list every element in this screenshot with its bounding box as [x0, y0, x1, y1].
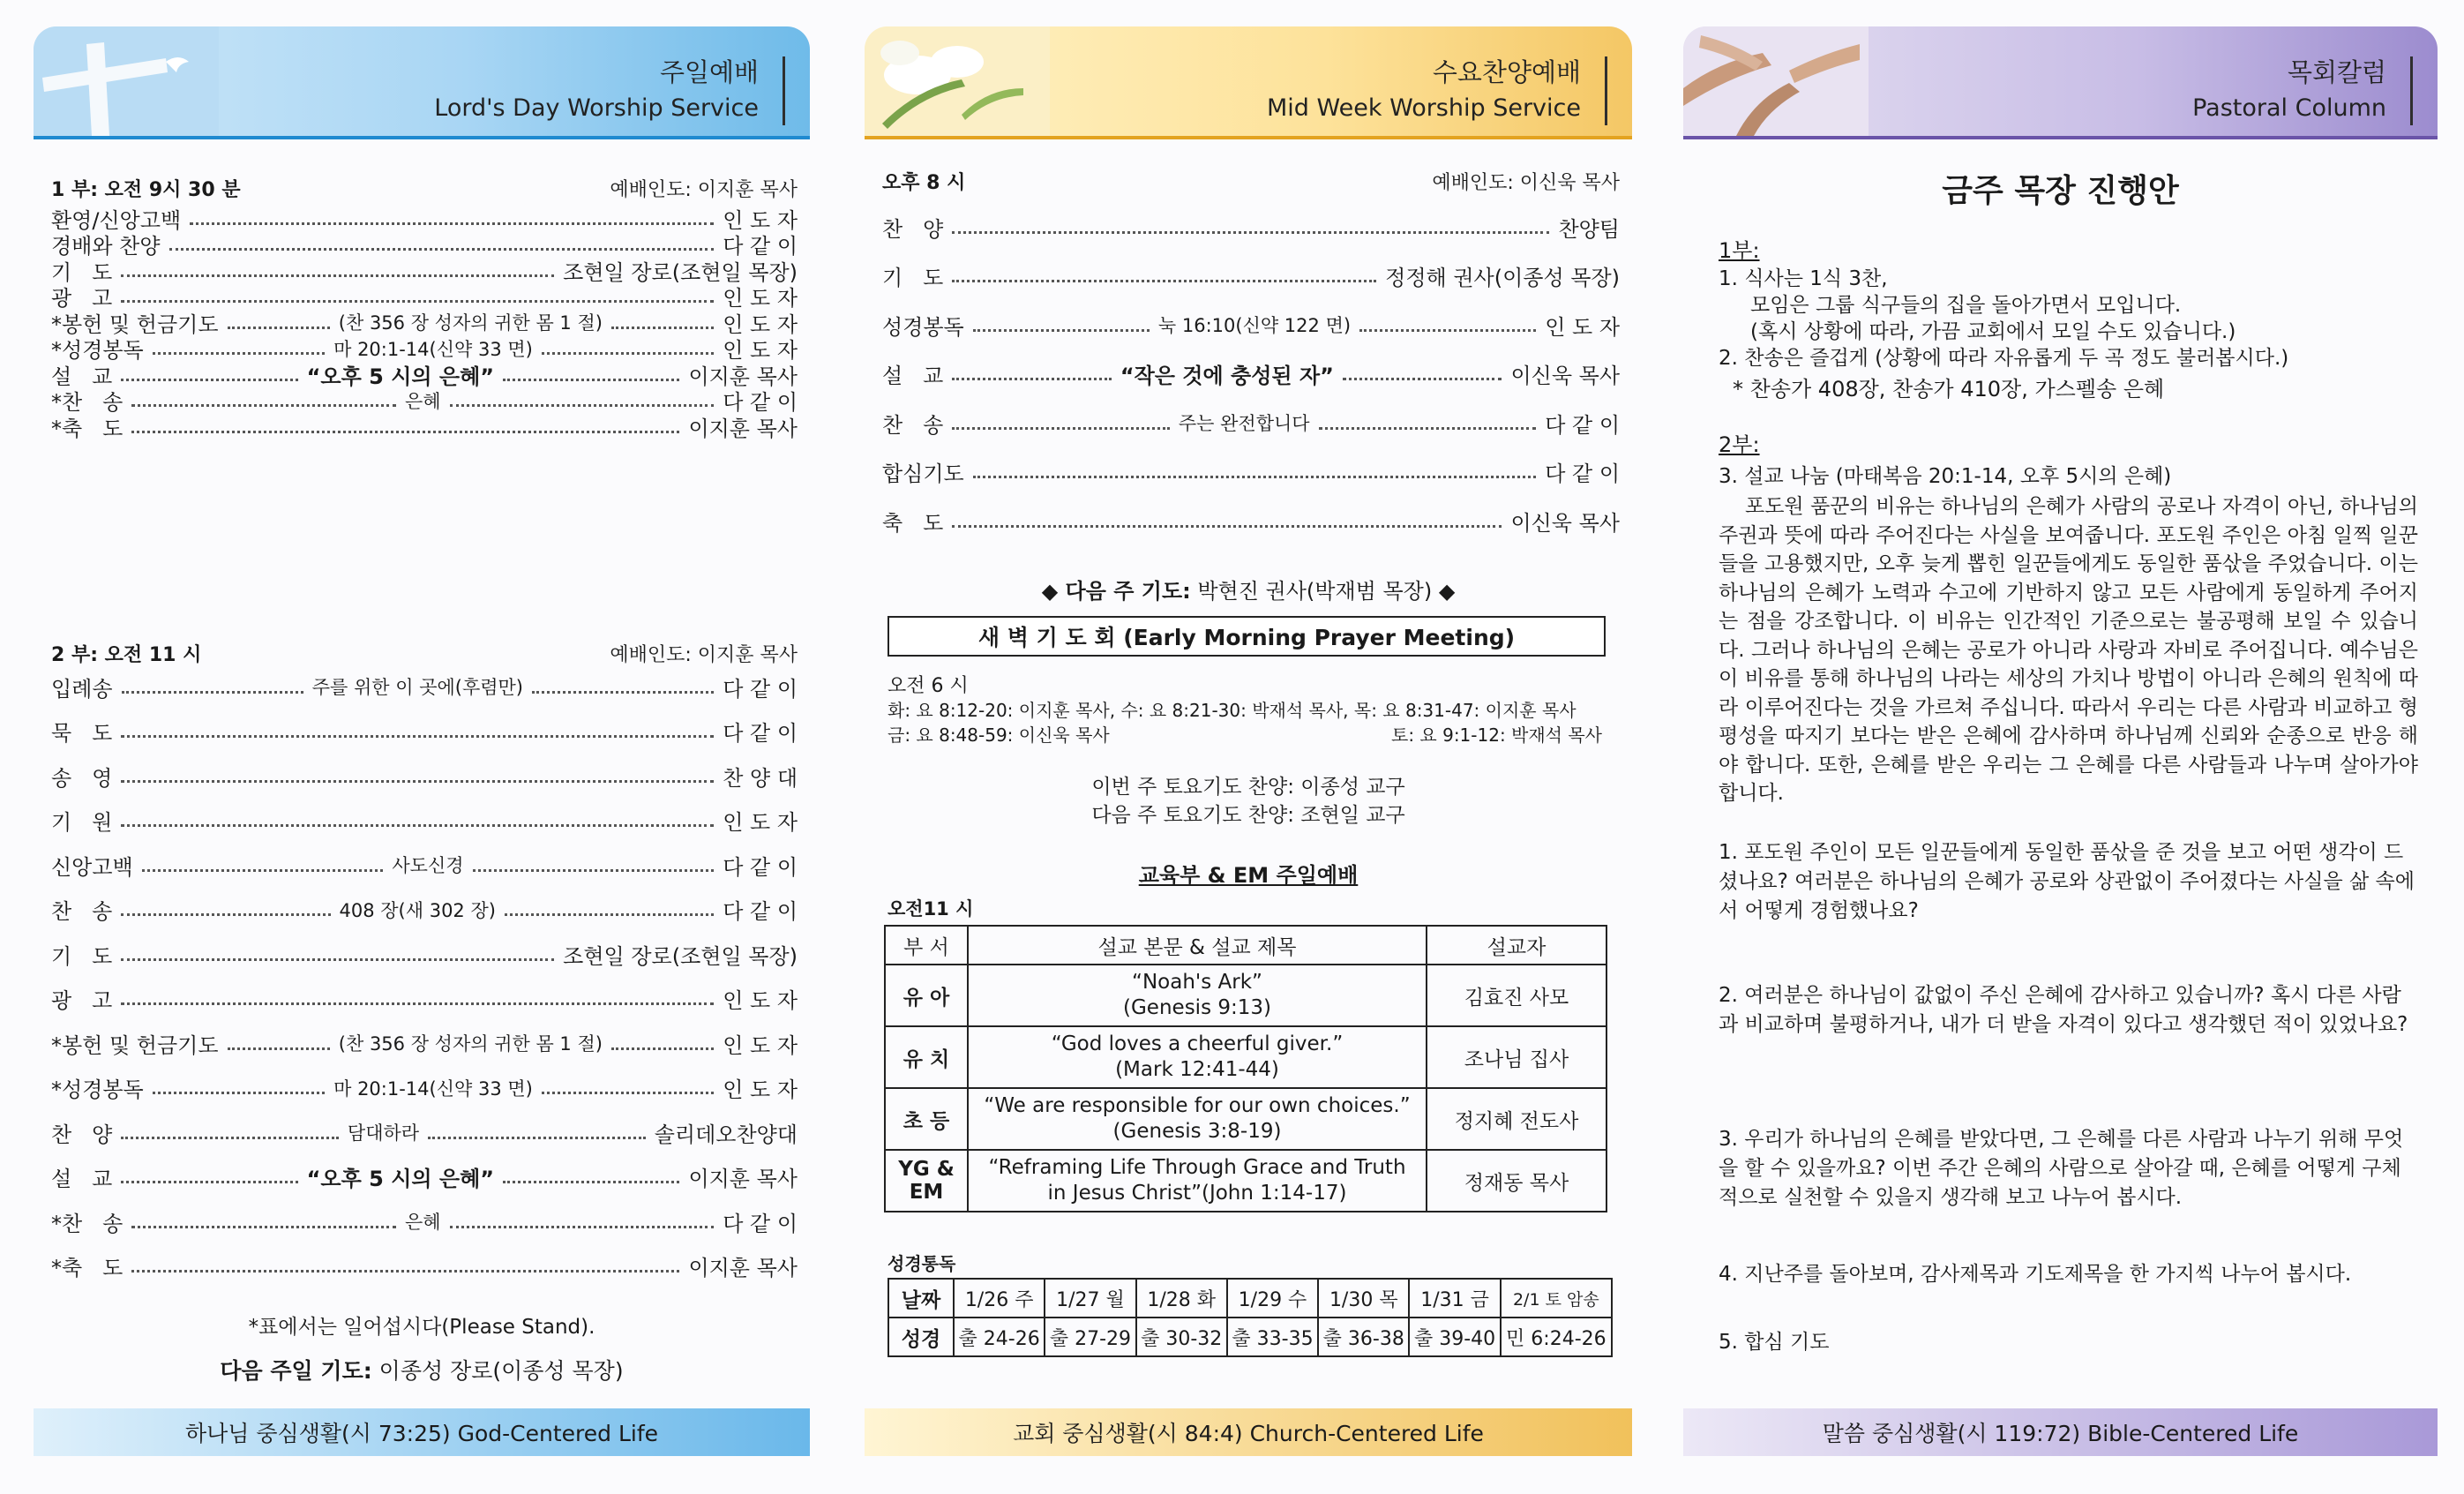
order-item-person: 찬양팀	[1558, 216, 1620, 242]
order-item-label: *봉헌 및 헌금기도	[51, 312, 219, 337]
pastoral-column	[1683, 0, 2438, 1494]
order-item-person: 정정해 권사(이종성 목장)	[1385, 266, 1620, 290]
order-item-label: 신앙고백	[51, 854, 133, 880]
next-sunday-prayer-name: 이종성 장로(이종성 목장)	[378, 1358, 624, 1384]
reading-date: 1/27 월	[1045, 1279, 1135, 1318]
edu-dept: 유 아	[885, 965, 968, 1026]
sermon-share: 3. 설교 나눔 (마태복음 20:1-14, 오후 5시의 은혜)	[1719, 465, 2172, 488]
reading-passage: 출 39-40	[1409, 1318, 1500, 1356]
edu-row	[885, 1088, 1606, 1150]
midweek-title-en: Mid Week Worship Service	[1267, 94, 1581, 122]
dotted-leader	[952, 280, 1376, 282]
order-item-person: 다 같 이	[723, 390, 798, 415]
order-item-detail: “오후 5 시의 은혜”	[306, 364, 495, 389]
edu-preacher: 조나님 집사	[1427, 1026, 1606, 1088]
edu-row	[885, 1150, 1606, 1212]
order-item-detail: 사도신경	[392, 855, 464, 876]
reading-passage: 출 24-26	[954, 1318, 1045, 1356]
order-item	[51, 939, 798, 969]
dotted-leader	[973, 476, 1536, 478]
midweek-banner	[865, 26, 1632, 139]
dotted-leader	[153, 1092, 325, 1094]
order-item-label: 입례송	[51, 676, 113, 702]
order-item-person: 다 같 이	[1545, 412, 1621, 438]
order-item-label: 찬 송	[51, 899, 113, 924]
title-divider	[783, 56, 785, 125]
edu-sermon	[968, 1026, 1427, 1088]
order-item-detail: 주를 위한 이 곳에(후렴만)	[311, 677, 524, 698]
reading-date: 1/30 목	[1318, 1279, 1409, 1318]
order-item-detail: 은혜	[404, 390, 441, 412]
dotted-leader	[952, 231, 1549, 234]
pastoral-footer: 말씀 중심생활(시 119:72) Bible-Centered Life	[1683, 1408, 2438, 1456]
order-item-label: *찬 송	[51, 390, 124, 415]
edu-col-sermon: 설교 본문 & 설교 제목	[968, 926, 1427, 965]
pastoral-banner	[1683, 26, 2438, 139]
order-item-label: 기 원	[51, 810, 113, 835]
reading-passage: 민 6:24-26	[1501, 1318, 1612, 1356]
dotted-leader	[121, 379, 297, 381]
order-item-person: 다 같 이	[723, 899, 798, 924]
order-item-person: 인 도 자	[723, 810, 798, 835]
joined-hands-icon	[1683, 26, 1869, 136]
order-item	[882, 212, 1620, 242]
second-service-header	[51, 640, 798, 667]
order-item-label: 합심기도	[882, 462, 964, 486]
dotted-leader	[121, 1181, 297, 1183]
dotted-leader	[121, 824, 714, 827]
order-item-label: 설 교	[51, 364, 113, 389]
first-service-leader: 예배인도: 이지훈 목사	[610, 179, 798, 201]
order-item-detail: “작은 것에 충성된 자”	[1120, 364, 1334, 388]
edu-sermon-title: “Reframing Life Through Grace and Truth	[988, 1156, 1406, 1179]
dotted-leader	[611, 1047, 714, 1050]
order-item	[51, 895, 798, 925]
dotted-leader	[503, 1181, 679, 1183]
order-item-person: 찬 양 대	[723, 765, 798, 791]
midweek-footer: 교회 중심생활(시 84:4) Church-Centered Life	[865, 1408, 1632, 1456]
lily-flower-icon	[865, 26, 1050, 136]
dotted-leader	[131, 1270, 679, 1273]
dotted-leader	[121, 300, 714, 303]
order-item-person: 다 같 이	[1545, 462, 1620, 486]
order-item-detail: “오후 5 시의 은혜”	[306, 1167, 495, 1191]
part1-line-2: 모임은 그룹 식구들의 집을 돌아가면서 모입니다.	[1750, 294, 2182, 317]
order-item	[51, 672, 798, 702]
bible-reading-table	[887, 1278, 1613, 1357]
order-item-label: *성경봉독	[51, 338, 144, 363]
order-item-person: 이지훈 목사	[688, 1256, 798, 1280]
order-item-label: 설 교	[882, 364, 944, 388]
title-divider	[2410, 56, 2413, 125]
reading-date: 2/1 토 암송	[1501, 1279, 1612, 1318]
dotted-leader	[121, 274, 554, 277]
order-item-person: 다 같 이	[723, 1211, 798, 1236]
order-item-detail: 은혜	[404, 1212, 441, 1233]
order-item	[882, 457, 1620, 487]
sunday-title-en: Lord's Day Worship Service	[434, 94, 759, 122]
dotted-leader	[131, 404, 396, 407]
order-item-label: 환영/신앙고백	[51, 207, 182, 233]
order-item-detail: 주는 완전합니다	[1178, 413, 1310, 434]
edu-sermon-title: “God loves a cheerful giver.”	[1051, 1032, 1344, 1055]
edu-sermon	[968, 1088, 1427, 1150]
midweek-title	[1267, 53, 1581, 122]
order-item-detail: 눅 16:10(신약 122 면)	[1157, 315, 1352, 336]
order-item-person: 이신욱 목사	[1510, 510, 1620, 536]
order-item	[51, 717, 798, 747]
order-item	[51, 1162, 798, 1192]
edu-dept: 초 등	[885, 1088, 968, 1150]
reading-passage: 출 36-38	[1318, 1318, 1409, 1356]
dotted-leader	[121, 913, 330, 916]
order-item-person: 인 도 자	[723, 1077, 798, 1102]
part1-line-5: * 찬송가 408장, 찬송가 410장, 가스펠송 은혜	[1733, 377, 2165, 402]
order-item-label: 기 도	[51, 259, 113, 285]
dotted-leader	[153, 352, 325, 355]
edu-row	[885, 965, 1606, 1026]
order-item	[51, 1251, 798, 1281]
edu-preacher: 정지혜 전도사	[1427, 1088, 1606, 1150]
question-5: 5. 합심 기도	[1719, 1331, 1830, 1354]
dotted-leader	[542, 1092, 714, 1094]
order-item	[51, 984, 798, 1014]
dotted-leader	[121, 1137, 339, 1139]
dotted-leader	[131, 431, 679, 433]
order-item-person: 인 도 자	[723, 312, 798, 337]
order-item-label: 기 도	[882, 266, 944, 290]
question-4: 4. 지난주를 돌아보며, 감사제목과 기도제목을 한 가지씩 나누어 봅시다.	[1719, 1263, 2352, 1286]
order-item-label: 기 도	[51, 943, 113, 969]
midweek-leader: 예배인도: 이신욱 목사	[1432, 172, 1620, 194]
order-item-person: 인 도 자	[1545, 314, 1621, 340]
order-item-person: 솔리데오찬양대	[654, 1122, 798, 1147]
edu-sermon-text: (Mark 12:41-44)	[1115, 1058, 1279, 1081]
order-item-label: 설 교	[51, 1167, 113, 1191]
reading-date: 1/26 주	[954, 1279, 1045, 1318]
order-item-label: 광 고	[51, 286, 113, 311]
dotted-leader	[503, 379, 679, 381]
dotted-leader	[952, 525, 1502, 528]
sermon-paragraph: 포도원 품꾼의 비유는 하나님의 은혜가 사람의 공로나 자격이 아닌, 하나님의 주권과 뜻에 따라 주어진다는 사실을 보여줍니다. 포도원 주인은 아침 일찍 일꾼들을 고용했지만, 오후 늦게 뽑힌 일꾼들에게도 동일한 품삯을 주었습니다. 이는 하나님의 은혜가 노력과 수고에 기반하지 않고 모든 사람에게 동일하게 주어지는 점을 강조합니다. 이 비유는 인간적인 기준으로는 불공평해 보일 수 있습니다. 그러나 하나님의 은혜는 공로가 아니라 사랑과 자비로 주어집니다. 예수님은 이 비유를 통해 하나님의 나라는 세상의 가치나 방법이 아니라 은혜의 원칙에 따라 이루어진다는 것을 가르쳐 주십니다. 따라서 우리는 다른 사람과 비교하고 형평성을 따지기 보다는 받은 은혜에 감사하며 하나님께 신뢰와 순종으로 반응 해야 합니다. 또한, 은혜를 받은 우리는 그 은혜를 다른 사람들과 나누며 살아가야 합니다.	[1719, 495, 2418, 805]
order-item-person: 조현일 장로(조현일 목장)	[563, 943, 798, 969]
stand-note: *표에서는 일어섭시다(Please Stand).	[248, 1316, 595, 1339]
cross-icon	[34, 26, 219, 136]
dotted-leader	[505, 913, 714, 916]
order-item-person: 인 도 자	[723, 1032, 798, 1058]
part1-line-1: 1. 식사는 1식 3찬,	[1719, 267, 1888, 290]
dawn-prayer-line1: 화: 요 8:12-20: 이지훈 목사, 수: 요 8:21-30: 박재석 목사, 목: 요 8:31-47: 이지훈 목사	[887, 700, 1577, 721]
part2-label: 2부:	[1719, 432, 1760, 457]
edu-col-dept: 부 서	[885, 926, 968, 965]
dawn-prayer-title: 새 벽 기 도 회 (Early Morning Prayer Meeting)	[887, 616, 1606, 657]
edu-sermon-title: “Noah's Ark”	[1132, 971, 1262, 994]
dotted-leader	[532, 691, 714, 694]
order-item-person: 다 같 이	[723, 721, 798, 746]
order-item-label: 송 영	[51, 765, 113, 791]
first-service-time: 1 부: 오전 9시 30 분	[51, 179, 241, 201]
edu-table-header	[885, 926, 1606, 965]
order-item-label: *축 도	[51, 1256, 124, 1280]
midweek-header	[882, 168, 1620, 195]
dotted-leader	[121, 780, 714, 783]
question-1: 1. 포도원 주인이 모든 일꾼들에게 동일한 품삯을 준 것을 보고 어떤 생각이 드셨나요? 여러분은 하나님의 은혜가 공로와 상관없이 주어졌다는 사실을 삶 속에서 어떻게 경험했나요?	[1719, 841, 2415, 922]
next-sunday-prayer	[34, 1354, 810, 1385]
edu-sermon-text: in Jesus Christ”(John 1:14-17)	[1047, 1182, 1347, 1205]
part1-line-3: (혹시 상황에 따라, 가끔 교회에서 모일 수도 있습니다.)	[1750, 320, 2236, 343]
dawn-sat: 토: 요 9:1-12: 박재석 목사	[1391, 724, 1602, 746]
order-item-label: *축 도	[51, 416, 124, 441]
bible-reading-title: 성경통독	[887, 1253, 956, 1274]
order-item-person: 인 도 자	[723, 988, 798, 1013]
edu-sermon-text: (Genesis 3:8-19)	[1112, 1120, 1282, 1143]
order-item-person: 인 도 자	[723, 338, 798, 363]
dotted-leader	[121, 1002, 714, 1005]
midweek-column	[865, 0, 1632, 1494]
order-item	[51, 1206, 798, 1236]
order-item-person: 다 같 이	[723, 234, 798, 259]
dawn-prayer-line2	[887, 721, 1602, 747]
part1-line-4: 2. 찬송은 즐겁게 (상황에 따라 자유롭게 두 곡 정도 불러봅시다.)	[1719, 347, 2289, 370]
order-item	[51, 850, 798, 880]
edu-dept: YG & EM	[885, 1150, 968, 1212]
order-item-label: 경배와 찬양	[51, 234, 161, 259]
order-item-label: 축 도	[882, 510, 944, 536]
reading-date: 1/29 수	[1227, 1279, 1318, 1318]
order-item-person: 이지훈 목사	[688, 416, 798, 441]
reading-date-label: 날짜	[888, 1279, 954, 1318]
order-item-detail: 마 20:1-14(신약 33 면)	[333, 338, 533, 360]
question-2: 2. 여러분은 하나님이 값없이 주신 은혜에 감사하고 있습니까? 혹시 다른 사람과 비교하며 불평하거나, 내가 더 받을 자격이 있다고 생각했던 적이 있었나요?	[1719, 984, 2408, 1036]
order-item-detail: (찬 356 장 성자의 귀한 몸 1 절)	[338, 312, 603, 334]
order-item-label: 성경봉독	[882, 314, 964, 340]
sat-praise-next-week: 다음 주 토요기도 찬양: 조현일 교구	[1091, 804, 1405, 827]
sat-praise-this-week: 이번 주 토요기도 찬양: 이종성 교구	[1091, 776, 1405, 799]
order-item-person: 다 같 이	[723, 676, 798, 702]
dotted-leader	[611, 327, 714, 329]
sunday-title	[434, 53, 759, 122]
first-service-header	[51, 175, 798, 202]
dawn-prayer-time: 오전 6 시	[887, 675, 969, 697]
dotted-leader	[952, 427, 1170, 430]
reading-passage: 출 30-32	[1136, 1318, 1227, 1356]
order-item-detail: 408 장(새 302 장)	[339, 899, 496, 921]
order-item-label: 찬 양	[882, 216, 944, 242]
sunday-footer: 하나님 중심생활(시 73:25) God-Centered Life	[34, 1408, 810, 1456]
order-item	[51, 1073, 798, 1103]
edu-row	[885, 1026, 1606, 1088]
order-item-detail: 담대하라	[347, 1122, 420, 1144]
reading-passage-label: 성경	[888, 1318, 954, 1356]
order-item	[51, 1117, 798, 1147]
midweek-time: 오후 8 시	[882, 172, 966, 194]
dotted-leader	[1359, 329, 1536, 332]
second-service-leader: 예배인도: 이지훈 목사	[610, 644, 798, 666]
reading-dates-row	[888, 1279, 1612, 1318]
question-3: 3. 우리가 하나님의 은혜를 받았다면, 그 은혜를 다른 사람과 나누기 위해 무엇을 할 수 있을까요? 이번 주간 은혜의 사람으로 살아갈 때, 은혜를 어떻게 구체적으로 실천할 수 있을지 생각해 보고 나누어 봅시다.	[1719, 1128, 2404, 1209]
pastoral-title-ko: 목회칼럼	[2287, 57, 2386, 87]
order-item	[51, 761, 798, 791]
reading-date: 1/28 화	[1136, 1279, 1227, 1318]
reading-passage: 출 33-35	[1227, 1318, 1318, 1356]
order-item-label: 찬 양	[51, 1122, 113, 1147]
pastoral-title	[2192, 53, 2386, 122]
dotted-leader	[1319, 427, 1537, 430]
order-item-label: *성경봉독	[51, 1077, 144, 1102]
reading-passage: 출 27-29	[1045, 1318, 1135, 1356]
column-heading: 금주 목장 진행안	[1942, 173, 2179, 209]
order-item	[882, 261, 1620, 291]
part1-label: 1부:	[1719, 238, 1760, 263]
midweek-next-prayer	[865, 574, 1632, 604]
sunday-title-ko: 주일예배	[659, 57, 759, 87]
dotted-leader	[228, 327, 330, 329]
edu-dept: 유 치	[885, 1026, 968, 1088]
order-item-person: 다 같 이	[723, 854, 798, 880]
dawn-fri: 금: 요 8:48-59: 이신욱 목사	[887, 724, 1110, 746]
dotted-leader	[142, 869, 384, 872]
dotted-leader	[228, 1047, 330, 1050]
dotted-leader	[450, 404, 715, 407]
order-item-person: 인 도 자	[723, 286, 798, 311]
order-item	[882, 408, 1620, 438]
order-item-detail: 마 20:1-14(신약 33 면)	[333, 1077, 533, 1100]
order-item-person: 이지훈 목사	[688, 1167, 798, 1191]
dotted-leader	[1343, 378, 1502, 380]
edu-sermon	[968, 1150, 1427, 1212]
edu-table	[884, 925, 1607, 1212]
order-item-detail: (찬 356 장 성자의 귀한 몸 1 절)	[338, 1033, 603, 1055]
edu-sermon-title: “We are responsible for our own choices.”	[984, 1094, 1411, 1117]
dotted-leader	[450, 1226, 715, 1228]
edu-preacher: 김효진 사모	[1427, 965, 1606, 1026]
order-item	[882, 359, 1620, 389]
order-item	[882, 310, 1620, 340]
title-divider	[1605, 56, 1607, 125]
order-item-label: 묵 도	[51, 721, 113, 746]
edu-sermon	[968, 965, 1427, 1026]
order-item-person: 이신욱 목사	[1510, 364, 1621, 388]
dotted-leader	[122, 691, 303, 694]
edu-title: 교육부 & EM 주일예배	[1138, 863, 1359, 888]
edu-time: 오전11 시	[887, 898, 974, 920]
dotted-leader	[473, 869, 715, 872]
order-item	[51, 1028, 798, 1058]
dotted-leader	[952, 378, 1112, 380]
dotted-leader	[973, 329, 1150, 332]
dotted-leader	[131, 1226, 396, 1228]
dotted-leader	[121, 958, 554, 961]
midweek-title-ko: 수요찬양예배	[1432, 57, 1581, 87]
midweek-next-prayer-label: ◆ 다음 주 기도:	[1041, 579, 1191, 604]
dotted-leader	[190, 222, 714, 225]
next-sunday-prayer-label: 다음 주일 기도:	[220, 1358, 372, 1384]
dotted-leader	[121, 735, 714, 738]
order-item-label: 광 고	[51, 988, 113, 1013]
edu-col-preacher: 설교자	[1427, 926, 1606, 965]
dotted-leader	[542, 352, 714, 355]
dotted-leader	[428, 1137, 646, 1139]
order-item-person: 조현일 장로(조현일 목장)	[563, 259, 798, 285]
order-item-person: 이지훈 목사	[688, 364, 798, 389]
order-item	[51, 411, 798, 441]
midweek-next-prayer-name: 박현진 권사(박재범 목장) ◆	[1197, 579, 1456, 604]
reading-date: 1/31 금	[1409, 1279, 1500, 1318]
dotted-leader	[169, 248, 715, 251]
edu-sermon-text: (Genesis 9:13)	[1123, 996, 1271, 1019]
edu-preacher: 정재동 목사	[1427, 1150, 1606, 1212]
order-item-person: 인 도 자	[723, 207, 798, 233]
order-item-label: 찬 송	[882, 412, 944, 438]
pastoral-title-en: Pastoral Column	[2192, 94, 2386, 122]
sunday-column	[34, 0, 810, 1494]
order-item	[882, 506, 1620, 536]
order-item-label: *봉헌 및 헌금기도	[51, 1032, 219, 1058]
order-item-label: *찬 송	[51, 1211, 124, 1236]
second-service-time: 2 부: 오전 11 시	[51, 644, 202, 666]
order-item	[51, 806, 798, 836]
reading-passages-row	[888, 1318, 1612, 1356]
sunday-banner	[34, 26, 810, 139]
